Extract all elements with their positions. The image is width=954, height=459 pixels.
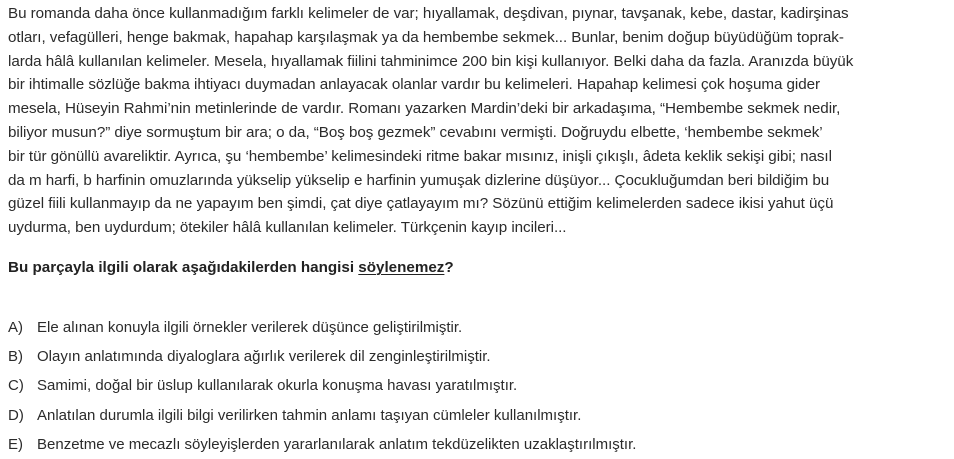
- passage-line: otları, vefagülleri, henge bakmak, hapahap karşılaşmak ya da hembembe sekmek... Bunlar, benim doğup büyüdüğüm toprak-: [8, 28, 844, 46]
- option-text: Benzetme ve mecazlı söyleyişlerden yararlanılarak anlatım tekdüzelikten uzaklaştırılmıştır.: [37, 435, 637, 453]
- option-letter: B): [8, 348, 23, 366]
- passage-line: mesela, Hüseyin Rahmi’nin metinlerinde de vardır. Romanı yazarken Mardin’deki bir arkadaşıma, “Hembembe sekmek nedir,: [8, 100, 841, 118]
- option-c[interactable]: [8, 371, 948, 400]
- option-letter: E): [8, 435, 23, 453]
- option-text: Anlatılan durumla ilgili bilgi verilirken tahmin anlamı taşıyan cümleler kullanılmıştır.: [37, 406, 582, 424]
- question-emphasis: söylenemez: [358, 259, 445, 276]
- answer-options: [8, 313, 948, 459]
- option-text: Ele alınan konuyla ilgili örnekler verilerek düşünce geliştirilmiştir.: [37, 319, 463, 336]
- passage-line: güzel fiili kullanmayıp da ne yapayım ben şimdi, çat diye çatlayayım mı? Sözünü ettiğim kelimelerden sadece ikisi yahut üçü: [8, 195, 834, 213]
- question-suffix: ?: [444, 259, 454, 276]
- passage-line: bir tür gönüllü avareliktir. Ayrıca, şu ‘hembembe’ kelimesindeki ritme bakar mısınız, inişli çıkışlı, âdeta keklik sekişi gibi; nasıl: [8, 147, 832, 165]
- passage-line: uydurma, ben uydurdum; ötekiler hâlâ kullanılan kelimeler. Türkçenin kayıp incileri...: [8, 219, 567, 237]
- option-text: Samimi, doğal bir üslup kullanılarak okurla konuşma havası yaratılmıştır.: [37, 377, 518, 395]
- passage-line: Bu romanda daha önce kullanmadığım farklı kelimeler de var; hıyallamak, deşdivan, pıynar, tavşanak, kebe, dastar, kadirşinas: [8, 5, 849, 22]
- question-stem: [8, 259, 454, 276]
- passage-line: larda hâlâ kullanılan kelimeler. Mesela, hıyallamak fiilini tahminimce 200 bin kişi kullanıyor. Belki daha da fazla. Aranızda büyük: [8, 52, 854, 70]
- passage-line: biliyor musun?” diye sormuştum bir ara; o da, “Boş boş gezmek” cevabını vermişti. Doğruydu elbette, ‘hembembe sekmek’: [8, 123, 823, 141]
- option-letter: A): [8, 319, 23, 336]
- passage-line: da m harfi, b harfinin omuzlarında yükselip yükselip e harfinin yumuşak dizlerine düşüyor... Çocukluğumdan beri bildiğim bu: [8, 171, 830, 189]
- passage: [8, 2, 948, 240]
- option-letter: D): [8, 406, 24, 424]
- option-a[interactable]: [8, 313, 948, 342]
- passage-line: bir ihtimalle sözlüğe bakma ihtiyacı duymadan anlayacak olanlar vardır bu kelimeleri. Hapahap kelimesi çok hoşuma gider: [8, 76, 821, 94]
- question-prefix: Bu parçayla ilgili olarak aşağıdakilerden hangisi: [8, 259, 359, 276]
- option-text: Olayın anlatımında diyaloglara ağırlık verilerek dil zenginleştirilmiştir.: [37, 348, 491, 366]
- option-d[interactable]: [8, 401, 948, 430]
- option-letter: C): [8, 377, 24, 395]
- option-b[interactable]: [8, 342, 948, 371]
- option-e[interactable]: [8, 430, 948, 459]
